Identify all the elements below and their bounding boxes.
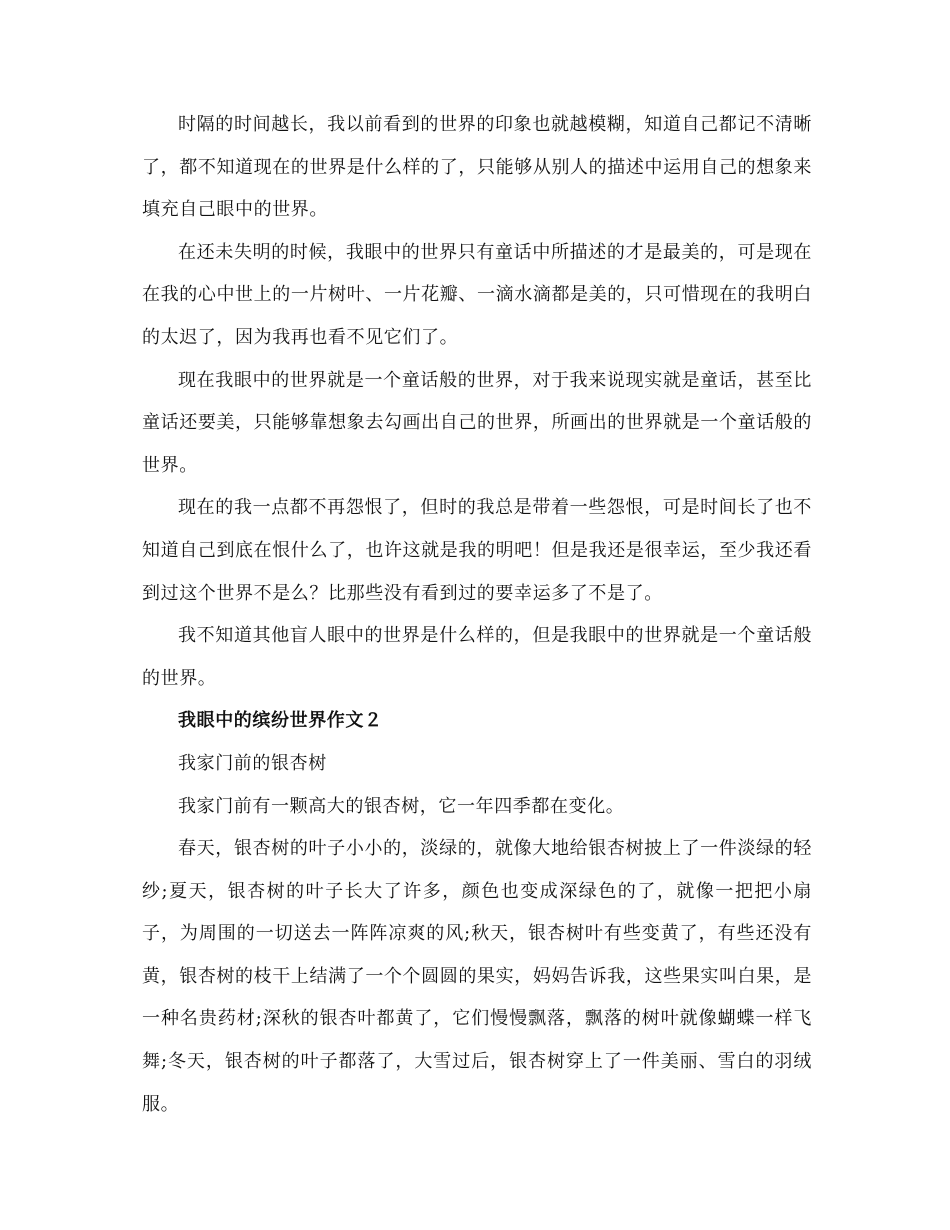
document-body [142, 104, 812, 1126]
essay-heading: 我眼中的缤纷世界作文２ [178, 710, 383, 732]
paragraph-6: 我家门前有一颗高大的银杏树，它一年四季都在变化。 [178, 795, 625, 817]
paragraph-5: 我不知道其他盲人眼中的世界是什么样的，但是我眼中的世界就是一个童话般的世界。 [142, 625, 812, 689]
paragraph-1: 时隔的时间越长，我以前看到的世界的印象也就越模糊，知道自己都记不清晰了，都不知道现在的世界是什么样的了，只能够从别人的描述中运用自己的想象来填充自己眼中的世界。 [142, 114, 812, 221]
paragraph-2: 在还未失明的时候，我眼中的世界只有童话中所描述的才是最美的，可是现在在我的心中世上的一片树叶、一片花瓣、一滴水滴都是美的，只可惜现在的我明白的太迟了，因为我再也看不见它们了。 [142, 241, 812, 348]
essay-subtitle: 我家门前的银杏树 [178, 752, 327, 774]
paragraph-4: 现在的我一点都不再怨恨了，但时的我总是带着一些怨恨，可是时间长了也不知道自己到底在恨什么了，也许这就是我的明吧！但是我还是很幸运，至少我还看到过这个世界不是么？比那些没有看到过的要幸运多了不是了。 [142, 497, 812, 604]
paragraph-3: 现在我眼中的世界就是一个童话般的世界，对于我来说现实就是童话，甚至比童话还要美，只能够靠想象去勾画出自己的世界，所画出的世界就是一个童话般的世界。 [142, 369, 812, 476]
paragraph-7: 春天，银杏树的叶子小小的，淡绿的，就像大地给银杏树披上了一件淡绿的轻纱;夏天，银杏树的叶子长大了许多，颜色也变成深绿色的了，就像一把把小扇子，为周围的一切送去一阵阵凉爽的风;秋天，银杏树叶有些变黄了，有些还没有黄，银杏树的枝干上结满了一个个圆圆的果实，妈妈告诉我，这些果实叫白果，是一种名贵药材;深秋的银杏叶都黄了，它们慢慢飘落，飘落的树叶就像蝴蝶一样飞舞;冬天，银杏树的叶子都落了，大雪过后，银杏树穿上了一件美丽、雪白的羽绒服。 [142, 838, 812, 1115]
